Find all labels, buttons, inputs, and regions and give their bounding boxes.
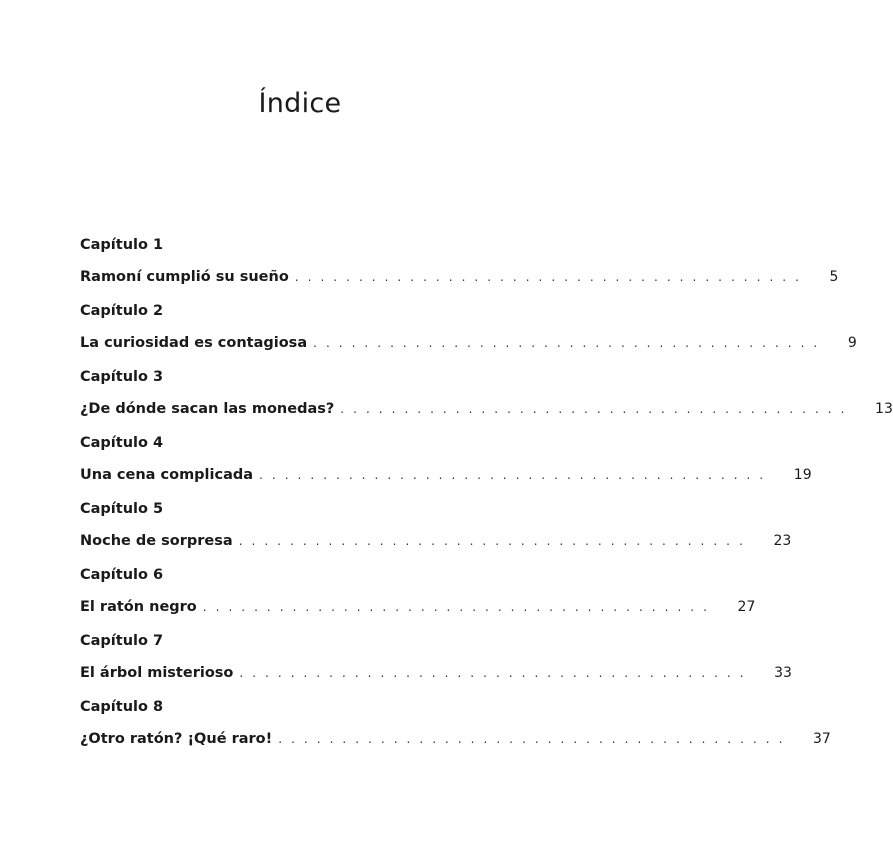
toc-entry <box>80 366 893 432</box>
chapter-title: El árbol misterioso <box>80 665 234 681</box>
dot-leader: . . . . . . . . . . . . . . . . . . . . . . . . . . . . . . . . . . . . . . . . <box>294 270 802 284</box>
toc-line[interactable] <box>80 266 839 300</box>
toc-line[interactable] <box>80 464 812 498</box>
chapter-heading: Capítulo 8 <box>80 699 164 715</box>
chapter-title: El ratón negro <box>80 599 197 615</box>
chapter-title: ¿De dónde sacan las monedas? <box>80 401 335 417</box>
page-number: 27 <box>737 599 756 615</box>
chapter-heading: Capítulo 1 <box>80 237 164 253</box>
toc-line[interactable] <box>80 530 792 564</box>
chapter-heading: Capítulo 4 <box>80 435 164 451</box>
toc-line[interactable] <box>80 728 831 762</box>
toc-entry <box>80 696 831 762</box>
chapter-title: La curiosidad es contagiosa <box>80 335 308 351</box>
toc-entry <box>80 564 756 630</box>
toc-line[interactable] <box>80 398 893 432</box>
page-number: 23 <box>773 533 792 549</box>
page-number: 33 <box>774 665 792 681</box>
page-number: 19 <box>793 467 812 483</box>
toc-entry <box>80 630 792 696</box>
page-number: 5 <box>829 269 839 285</box>
chapter-title: Noche de sorpresa <box>80 533 233 549</box>
dot-leader: . . . . . . . . . . . . . . . . . . . . . . . . . . . . . . . . . . . . . . . . <box>202 600 710 614</box>
chapter-title: ¿Otro ratón? ¡Qué raro! <box>80 731 273 747</box>
page-number: 37 <box>813 731 831 747</box>
toc-line[interactable] <box>80 332 857 366</box>
toc-entry <box>80 234 839 300</box>
toc-entry <box>80 498 792 564</box>
chapter-heading: Capítulo 5 <box>80 501 164 517</box>
toc-entry <box>80 432 812 498</box>
chapter-heading: Capítulo 6 <box>80 567 164 583</box>
table-of-contents <box>80 234 893 762</box>
dot-leader: . . . . . . . . . . . . . . . . . . . . . . . . . . . . . . . . . . . . . . . . <box>238 534 746 548</box>
chapter-heading: Capítulo 7 <box>80 633 164 649</box>
dot-leader: . . . . . . . . . . . . . . . . . . . . . . . . . . . . . . . . . . . . . . . . <box>278 732 785 746</box>
chapter-heading: Capítulo 3 <box>80 369 164 385</box>
page-number: 13 <box>875 401 893 417</box>
toc-line[interactable] <box>80 662 792 696</box>
dot-leader: . . . . . . . . . . . . . . . . . . . . . . . . . . . . . . . . . . . . . . . . <box>313 336 820 350</box>
dot-leader: . . . . . . . . . . . . . . . . . . . . . . . . . . . . . . . . . . . . . . . . <box>340 402 848 416</box>
page-number: 9 <box>847 335 857 351</box>
chapter-heading: Capítulo 2 <box>80 303 164 319</box>
dot-leader: . . . . . . . . . . . . . . . . . . . . . . . . . . . . . . . . . . . . . . . . <box>259 468 766 482</box>
page-title: Índice <box>258 88 342 119</box>
toc-entry <box>80 300 857 366</box>
toc-line[interactable] <box>80 596 756 630</box>
chapter-title: Una cena complicada <box>80 467 254 483</box>
chapter-title: Ramoní cumplió su sueño <box>80 269 289 285</box>
dot-leader: . . . . . . . . . . . . . . . . . . . . . . . . . . . . . . . . . . . . . . . . <box>239 666 747 680</box>
